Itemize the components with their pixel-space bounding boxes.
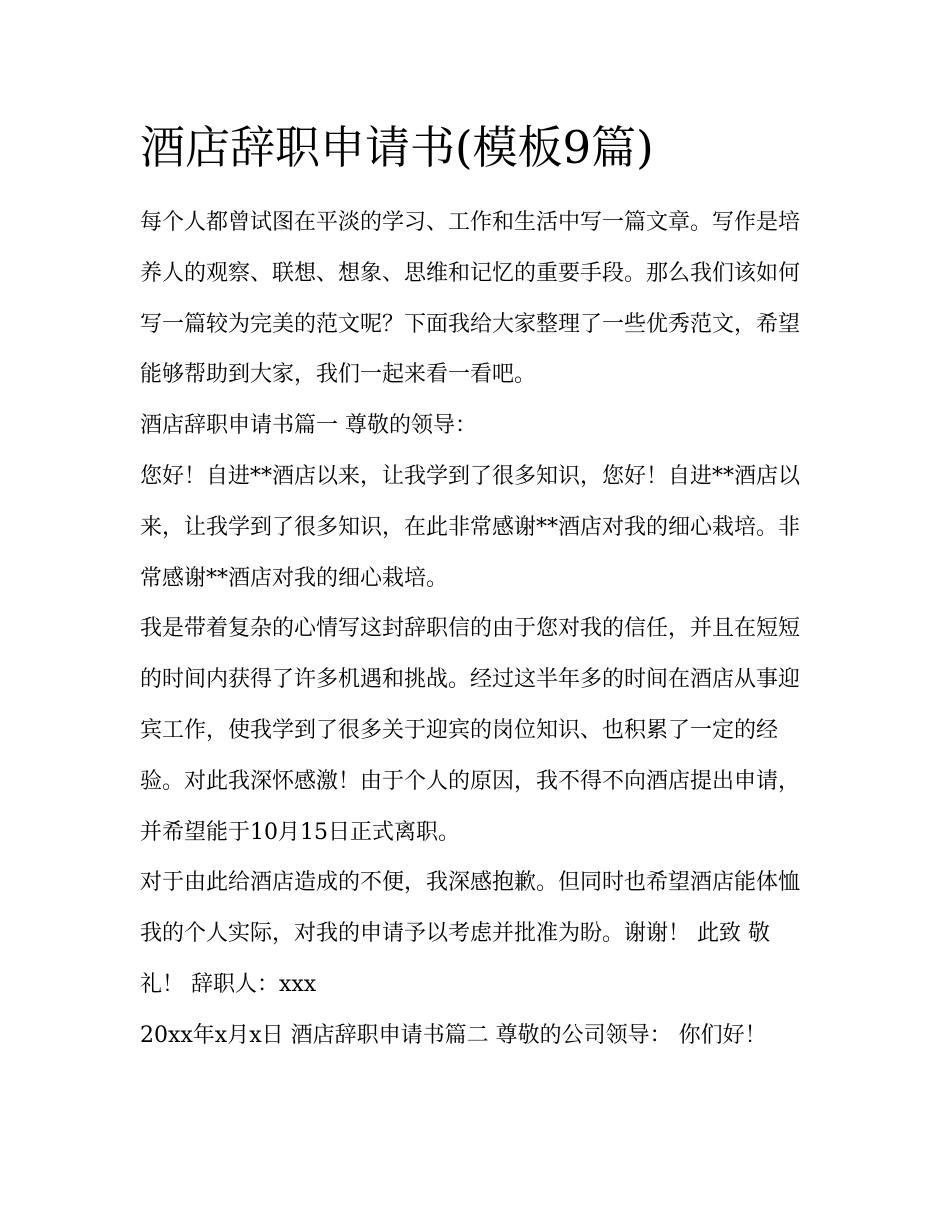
paragraph-letter-one-salutation: 酒店辞职申请书篇一 尊敬的领导：	[140, 413, 477, 439]
paragraph-greeting: 您好！自进**酒店以来，让我学到了很多知识，您好！自进**酒店以来，让我学到了很多知识，在此非常感谢**酒店对我的细心栽培。非常感谢**酒店对我的细心栽培。	[140, 463, 801, 591]
paragraph-closing: 对于由此给酒店造成的不便，我深感抱歉。但同时也希望酒店能体恤我的个人实际，对我的申请予以考虑并批准为盼。谢谢！ 此致 敬礼！ 辞职人：xxx	[140, 870, 801, 997]
document-body	[140, 198, 812, 1062]
document-title: 酒店辞职申请书(模板9篇)	[140, 121, 654, 174]
paragraph-reason: 我是带着复杂的心情写这封辞职信的由于您对我的信任，并且在短短的时间内获得了许多机遇和挑战。经过这半年多的时间在酒店从事迎宾工作，使我学到了很多关于迎宾的岗位知识、也积累了一定的经验。对此我深怀感激！由于个人的原因，我不得不向酒店提出申请，并希望能于10月15日正式离职。	[140, 616, 801, 845]
paragraph-letter-two-start: 20xx年x月x日 酒店辞职申请书篇二 尊敬的公司领导： 你们好！	[140, 1022, 767, 1048]
paragraph-intro: 每个人都曾试图在平淡的学习、工作和生活中写一篇文章。写作是培养人的观察、联想、想象、思维和记忆的重要手段。那么我们该如何写一篇较为完美的范文呢？下面我给大家整理了一些优秀范文，希望能够帮助到大家，我们一起来看一看吧。	[140, 210, 801, 388]
